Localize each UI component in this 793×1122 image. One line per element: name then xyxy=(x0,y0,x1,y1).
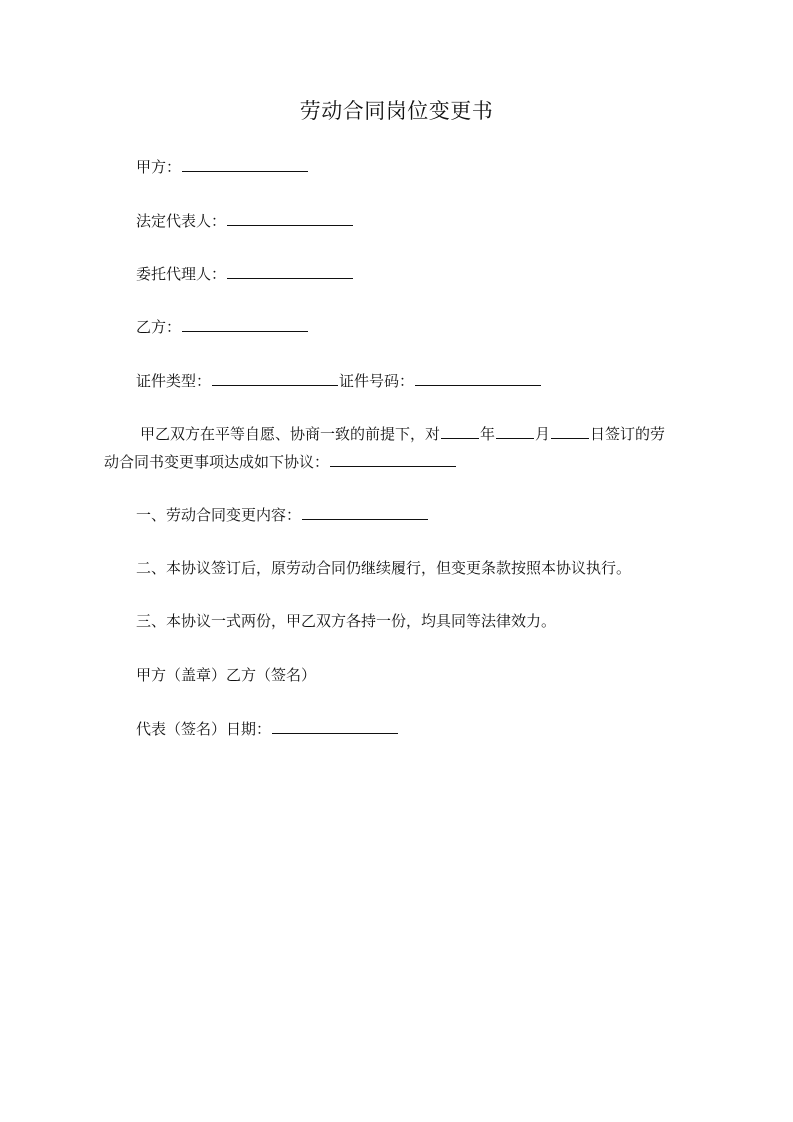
party-a-label: 甲方： xyxy=(136,158,182,176)
legal-rep-blank[interactable] xyxy=(227,210,353,226)
seal-text: 甲方（盖章）乙方（签名） xyxy=(136,666,317,684)
intro-day: 日签订的劳 xyxy=(590,425,666,443)
intro-part2: 动合同书变更事项达成如下协议： xyxy=(104,453,330,471)
legal-rep-line xyxy=(136,210,354,232)
intro-month: 月 xyxy=(535,425,551,443)
document-title: 劳动合同岗位变更书 xyxy=(299,99,494,123)
agent-label: 委托代理人： xyxy=(136,265,227,283)
change-content-blank[interactable] xyxy=(302,504,428,520)
clause-2-line xyxy=(136,557,631,579)
clause-1: 一、劳动合同变更内容： xyxy=(136,506,302,524)
party-b-blank[interactable] xyxy=(182,316,308,332)
intro-year: 年 xyxy=(480,425,496,443)
clause-1-line xyxy=(136,504,429,526)
party-b-label: 乙方： xyxy=(136,318,182,336)
day-blank[interactable] xyxy=(551,423,589,439)
id-number-label: 证件号码： xyxy=(339,372,415,390)
party-b-line xyxy=(136,316,309,338)
legal-rep-label: 法定代表人： xyxy=(136,212,227,230)
seal-line xyxy=(136,664,316,686)
intro-row-1 xyxy=(140,423,665,445)
date-blank[interactable] xyxy=(272,718,398,734)
clause-2: 二、本协议签订后，原劳动合同仍继续履行，但变更条款按照本协议执行。 xyxy=(136,559,632,577)
agent-blank[interactable] xyxy=(227,263,353,279)
party-a-line xyxy=(136,156,309,178)
month-blank[interactable] xyxy=(496,423,534,439)
agent-line xyxy=(136,263,354,285)
intro-row-2 xyxy=(104,451,457,473)
clause-3-line xyxy=(136,610,556,632)
rep-date-label: 代表（签名）日期： xyxy=(136,720,272,738)
id-number-blank[interactable] xyxy=(415,370,541,386)
intro-part1: 甲乙双方在平等自愿、协商一致的前提下，对 xyxy=(140,425,441,443)
intro-paragraph xyxy=(104,423,714,473)
id-type-blank[interactable] xyxy=(212,370,338,386)
id-line xyxy=(136,370,542,392)
id-type-label: 证件类型： xyxy=(136,372,212,390)
year-blank[interactable] xyxy=(441,423,479,439)
agreement-blank[interactable] xyxy=(330,451,456,467)
rep-date-line xyxy=(136,718,399,740)
party-a-blank[interactable] xyxy=(182,156,308,172)
clause-3: 三、本协议一式两份，甲乙双方各持一份，均具同等法律效力。 xyxy=(136,612,557,630)
